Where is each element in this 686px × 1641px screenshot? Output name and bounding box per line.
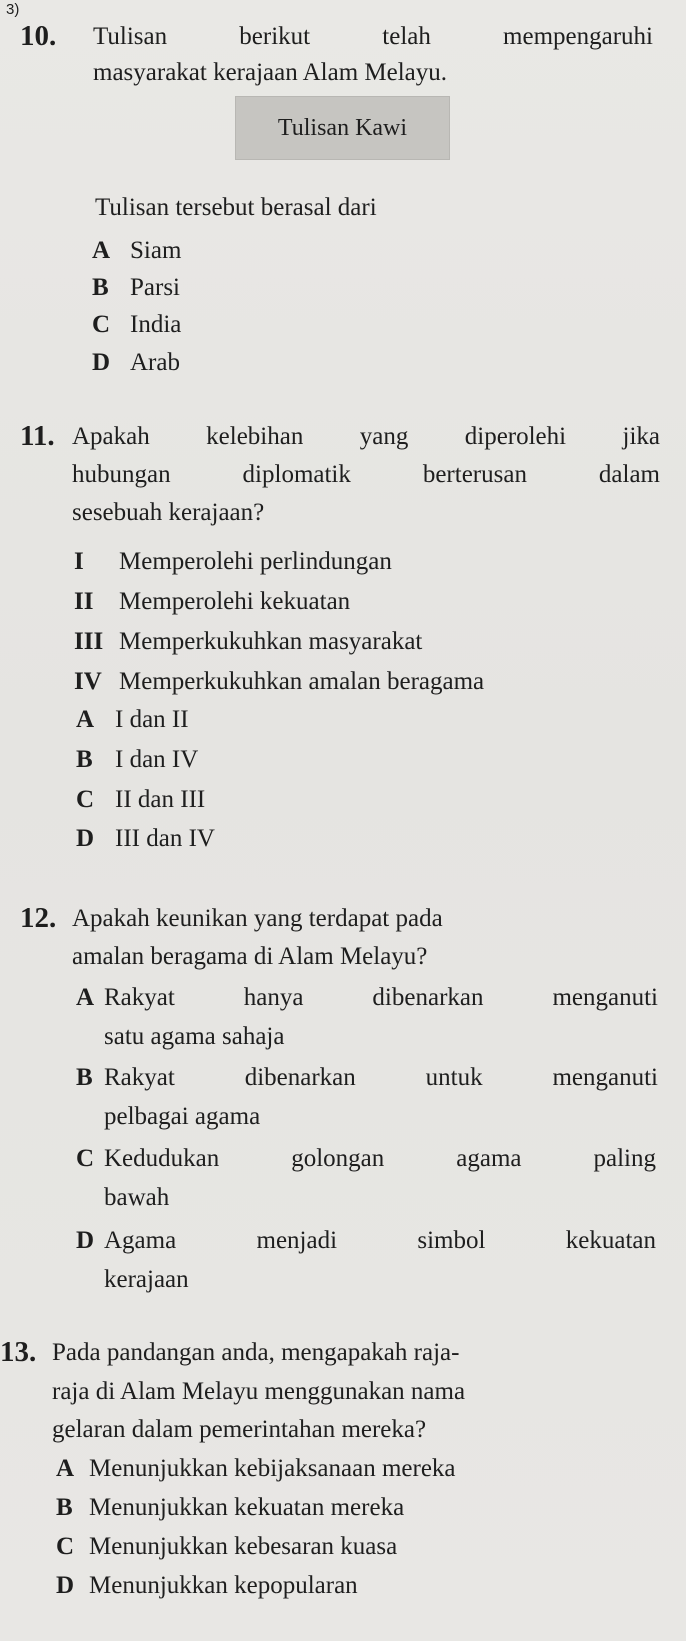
option-letter: C [92, 311, 111, 338]
option-text: Rakyat hanya dibenarkan menganuti [104, 984, 658, 1011]
option-text-continued: satu agama sahaja [104, 1023, 285, 1050]
option-text: I dan II [115, 706, 189, 733]
question-number: 13. [0, 1336, 37, 1368]
question-stem-line: raja di Alam Melayu menggunakan nama [52, 1378, 466, 1405]
statement-numeral: III [74, 628, 104, 655]
statement-text: Memperkukuhkan amalan beragama [119, 668, 485, 695]
question-stem-line: Apakah keunikan yang terdapat pada [72, 905, 443, 932]
option-text: Siam [130, 237, 182, 264]
option-letter: A [56, 1455, 75, 1482]
option-letter: D [76, 825, 95, 852]
option-letter: B [56, 1494, 73, 1521]
question-stem-line: Tulisan berikut telah mempengaruhi [93, 23, 653, 50]
option-text-continued: bawah [104, 1184, 170, 1211]
option-letter: C [56, 1533, 75, 1560]
option-text: India [130, 311, 182, 338]
option-text: Arab [130, 349, 180, 376]
option-letter: D [92, 349, 111, 376]
statement-text: Memperolehi kekuatan [119, 588, 351, 615]
question-stem-line: gelaran dalam pemerintahan mereka? [52, 1416, 427, 1443]
statement-numeral: IV [74, 668, 102, 695]
option-letter: D [56, 1572, 75, 1599]
option-text: Menunjukkan kebijaksanaan mereka [89, 1455, 456, 1482]
statement-text: Memperolehi perlindungan [119, 548, 392, 575]
question-stem-line: hubungan diplomatik berterusan dalam [72, 461, 660, 488]
question-prompt: Tulisan tersebut berasal dari [95, 194, 377, 221]
option-text: Menunjukkan kebesaran kuasa [89, 1533, 398, 1560]
option-text: Agama menjadi simbol kekuatan [104, 1227, 656, 1254]
statement-numeral: I [74, 548, 84, 575]
option-text-continued: pelbagai agama [104, 1103, 261, 1130]
option-text: III dan IV [115, 825, 215, 852]
option-letter: A [92, 237, 111, 264]
option-letter: B [76, 1064, 93, 1091]
option-text: Menunjukkan kepopularan [89, 1572, 358, 1599]
source-box [235, 96, 450, 160]
option-letter: C [76, 1145, 95, 1172]
option-text: Rakyat dibenarkan untuk menganuti [104, 1064, 658, 1091]
statement-numeral: II [74, 588, 94, 615]
option-letter: A [76, 706, 95, 733]
option-text: Menunjukkan kekuatan mereka [89, 1494, 405, 1521]
option-letter: A [76, 984, 95, 1011]
question-stem-line: sesebuah kerajaan? [72, 499, 265, 526]
question-stem-line: Apakah kelebihan yang diperolehi jika [72, 423, 660, 450]
option-text: I dan IV [115, 746, 199, 773]
option-text: II dan III [115, 786, 206, 813]
option-text: Parsi [130, 274, 180, 301]
question-stem-line: masyarakat kerajaan Alam Melayu. [93, 59, 448, 86]
question-stem-line: Pada pandangan anda, mengapakah raja- [52, 1339, 460, 1366]
option-text: Kedudukan golongan agama paling [104, 1145, 656, 1172]
option-letter: B [76, 746, 93, 773]
question-stem-line: amalan beragama di Alam Melayu? [72, 943, 428, 970]
statement-text: Memperkukuhkan masyarakat [119, 628, 423, 655]
option-letter: C [76, 786, 95, 813]
question-number: 10. [20, 20, 57, 52]
question-number: 11. [20, 420, 55, 452]
source-box-label: Tulisan Kawi [277, 115, 408, 141]
page-marker: 3) [6, 1, 20, 18]
question-number: 12. [20, 902, 57, 934]
option-text-continued: kerajaan [104, 1266, 189, 1293]
option-letter: D [76, 1227, 95, 1254]
option-letter: B [92, 274, 109, 301]
